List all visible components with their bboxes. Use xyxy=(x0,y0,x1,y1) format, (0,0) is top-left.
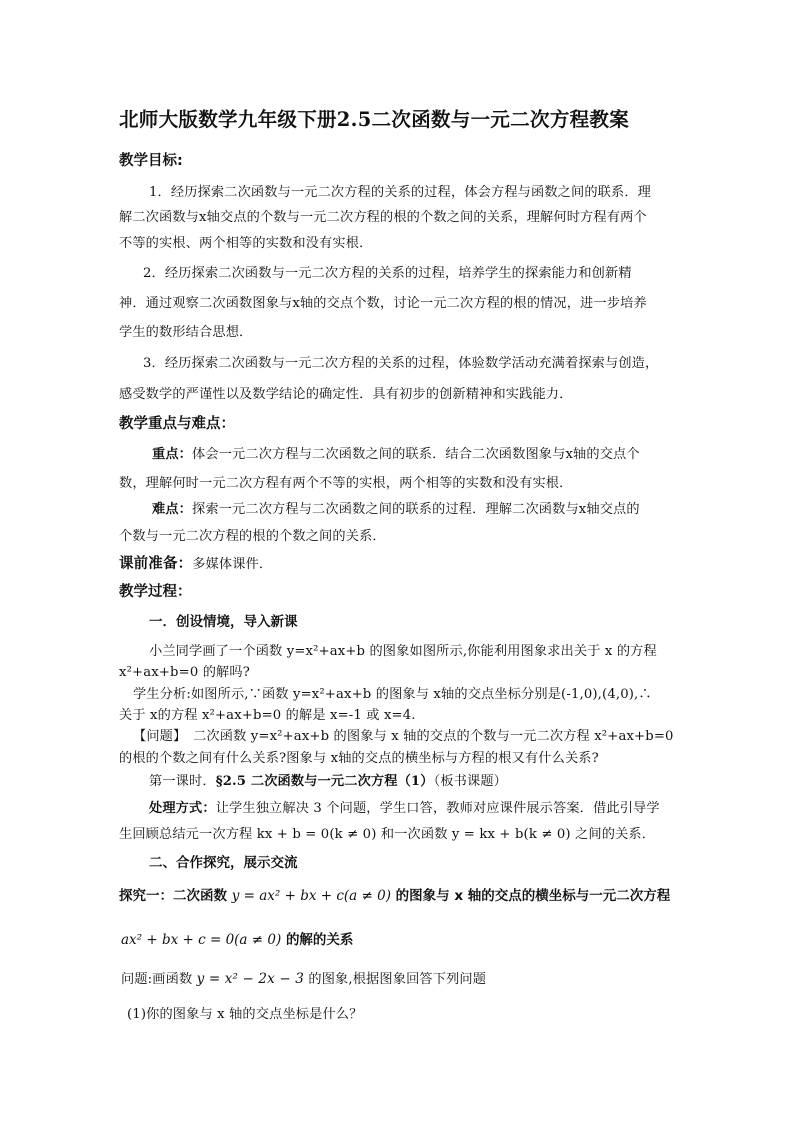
goal-3-line-1: 3．经历探索二次函数与一元二次方程的关系的过程，体验数学活动充满着探索与创造， xyxy=(143,356,659,371)
key-point-label: 重点： xyxy=(152,447,193,462)
goal-2-line-1: 2．经历探索二次函数与一元二次方程的关系的过程，培养学生的探索能力和创新精 xyxy=(143,266,632,281)
explore-1-equation: ax² + bx + c = 0(a ≠ 0) xyxy=(121,932,282,948)
method-line-1 xyxy=(149,797,660,816)
section-1-heading: 一．创设情境，导入新课 xyxy=(149,614,298,630)
explore-1-formula: y = ax² + bx + c(a ≠ 0) xyxy=(231,888,391,904)
question-1: (1)你的图象与 x 轴的交点坐标是什么？ xyxy=(127,1007,363,1022)
goal-1-line-3: 不等的实根、两个相等的实数和没有实根． xyxy=(119,236,373,251)
goal-1-line-2: 解二次函数与x轴交点的个数与一元二次方程的根的个数之间的关系，理解何时方程有两个 xyxy=(119,210,647,225)
para-1-line-1: 小兰同学画了一个函数 y=x²+ax+b 的图象如图所示,你能利用图象求出关于 x 的方程 xyxy=(149,644,657,659)
key-point-text-1: 体会一元二次方程与二次函数之间的联系．结合二次函数图象与x轴的交点个 xyxy=(192,447,640,462)
explore-1-text-a: 探究一：二次函数 xyxy=(119,888,227,904)
method-label: 处理方式： xyxy=(149,801,216,816)
goal-2-line-3: 学生的数形结合思想． xyxy=(119,325,253,340)
para-1-line-2: x²+ax+b=0 的解吗? xyxy=(119,665,250,680)
para-3-line-1: 【问题】 二次函数 y=x²+ax+b 的图象与 x 轴的交点的个数与一元二次方程 x²+ax+b=0 xyxy=(133,729,674,744)
goals-heading: 教学目标: xyxy=(119,153,183,169)
goal-1-line-1: 1．经历探索二次函数与一元二次方程的关系的过程，体会方程与函数之间的联系．理 xyxy=(149,185,652,200)
question-text-b: 的图象,根据图象回答下列问题 xyxy=(308,972,487,987)
prep-line xyxy=(119,552,272,573)
prep-text: 多媒体课件． xyxy=(192,557,273,572)
method-line-2: 生回顾总结元一次方程 kx + b = 0(k ≠ 0) 和一次函数 y = kx + b(k ≠ 0) 之间的关系． xyxy=(119,827,656,842)
explore-1-text-b: 的图象与 x 轴的交点的横坐标与一元二次方程 xyxy=(395,888,671,904)
lesson-title-line xyxy=(149,770,507,789)
key-heading: 教学重点与难点： xyxy=(119,416,235,432)
para-3-line-2: 的根的个数之间有什么关系?图象与 x轴的交点的横坐标与方程的根又有什么关系? xyxy=(119,751,599,766)
question-line xyxy=(121,968,486,987)
difficulty-line-1 xyxy=(152,498,640,517)
explore-1-line-1 xyxy=(119,884,670,904)
lesson-prefix: 第一课时． xyxy=(149,774,216,789)
lesson-suffix: （板书课题） xyxy=(433,774,508,789)
para-2-line-2: 关于 x的方程 x²+ax+b=0 的解是 x=-1 或 x=4. xyxy=(119,708,416,723)
difficulty-text-1: 探索一元二次方程与二次函数之间的联系的过程．理解二次函数与x轴交点的 xyxy=(192,502,640,517)
goal-3-line-2: 感受数学的严谨性以及数学结论的确定性．具有初步的创新精神和实践能力． xyxy=(119,387,573,402)
goal-2-line-2: 神．通过观察二次函数图象与x轴的交点个数，讨论一元二次方程的根的情况，进一步培养 xyxy=(119,296,647,311)
question-formula: y = x² − 2x − 3 xyxy=(196,971,305,987)
para-2-line-1: 学生分析:如图所示,∵函数 y=x²+ax+b 的图象与 x轴的交点坐标分别是(-1,0),(4,0),∴ xyxy=(133,687,652,702)
question-text-a: 问题:画函数 xyxy=(121,972,193,987)
difficulty-label: 难点： xyxy=(152,502,193,517)
explore-1-line-2 xyxy=(121,928,353,948)
process-heading: 教学过程： xyxy=(119,584,192,600)
section-2-heading: 二、合作探究，展示交流 xyxy=(149,855,298,871)
key-point-line-1 xyxy=(152,443,640,462)
prep-label: 课前准备： xyxy=(119,556,193,572)
lesson-title: §2.5 二次函数与一元二次方程（1） xyxy=(215,774,434,789)
document-title: 北师大版数学九年级下册2.5二次函数与一元二次方程教案 xyxy=(119,108,630,131)
key-point-line-2: 数，理解何时一元二次方程有两个不等的实根，两个相等的实数和没有实根． xyxy=(119,476,573,491)
difficulty-line-2: 个数与一元二次方程的根的个数之间的关系． xyxy=(119,529,386,544)
explore-1-text-c: 的解的关系 xyxy=(285,932,354,948)
method-text-1: 让学生独立解决 3 个问题，学生口答，教师对应课件展示答案．借此引导学 xyxy=(215,801,660,816)
